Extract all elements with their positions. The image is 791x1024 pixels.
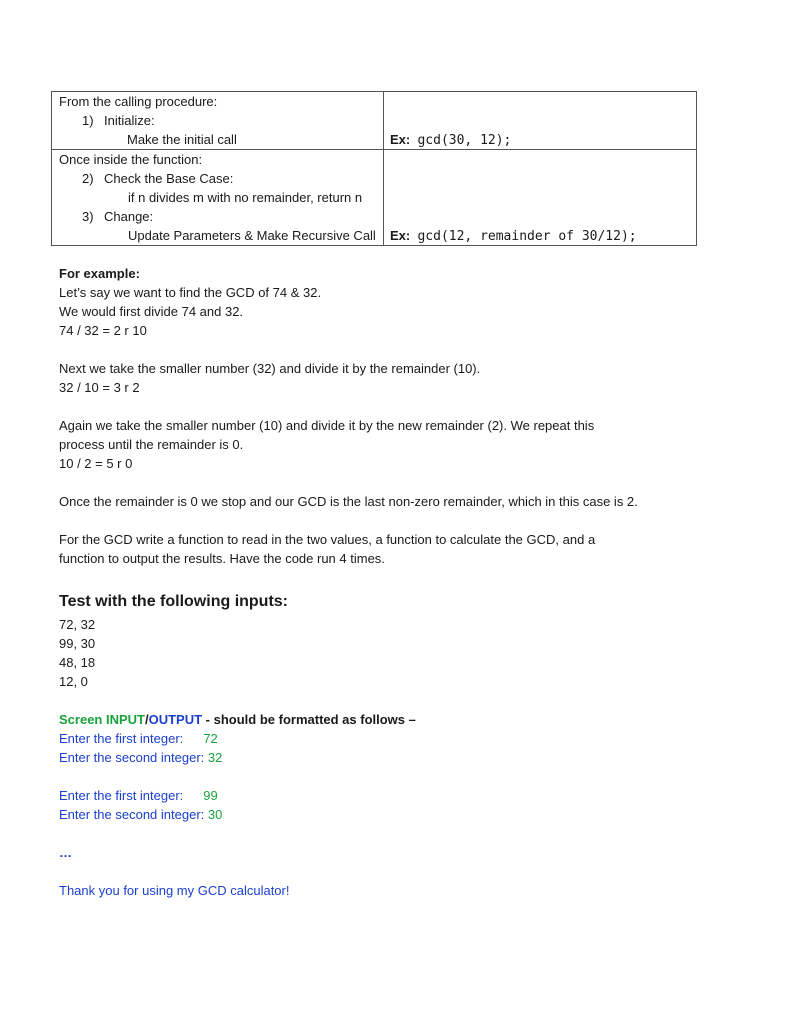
output-line xyxy=(59,786,719,805)
paragraph-line: Next we take the smaller number (32) and divide it by the remainder (10). xyxy=(59,361,481,376)
output-line xyxy=(59,729,719,748)
format-note: - should be formatted as follows – xyxy=(202,712,416,727)
body-text xyxy=(59,264,719,900)
paragraph-line: function to output the results. Have the code run 4 times. xyxy=(59,551,385,566)
table-row xyxy=(52,92,697,150)
calling-procedure-label: From the calling procedure: xyxy=(59,94,218,109)
paragraph-line: For the GCD write a function to read in the two values, a function to calculate the GCD, and a xyxy=(59,532,596,547)
ellipsis: … xyxy=(59,845,72,860)
prompt-text: Enter the first integer: xyxy=(59,788,184,803)
test-heading: Test with the following inputs: xyxy=(59,593,289,610)
step-label: Change: xyxy=(104,209,154,224)
step-detail: if n divides m with no remainder, return n xyxy=(128,190,363,205)
step-label: Check the Base Case: xyxy=(104,171,234,186)
paragraph-line: 74 / 32 = 2 r 10 xyxy=(59,323,147,338)
paragraph-line: process until the remainder is 0. xyxy=(59,437,244,452)
step-label: Initialize: xyxy=(104,113,155,128)
example-call xyxy=(390,130,511,150)
test-input: 99, 30 xyxy=(59,636,96,651)
paragraph-line: 10 / 2 = 5 r 0 xyxy=(59,456,133,471)
table-cell-call xyxy=(52,92,384,150)
screen-format-heading xyxy=(59,710,719,729)
table-cell-function xyxy=(52,150,384,246)
input-value: 32 xyxy=(207,750,223,765)
example-code: gcd(12, remainder of 30/12); xyxy=(417,229,637,244)
thank-you-message: Thank you for using my GCD calculator! xyxy=(59,883,290,898)
table-row xyxy=(52,150,697,246)
paragraph-line: 32 / 10 = 3 r 2 xyxy=(59,380,140,395)
step-detail: Make the initial call xyxy=(127,132,237,147)
inside-function-label: Once inside the function: xyxy=(59,152,203,167)
output-line xyxy=(59,748,719,767)
example-label: Ex: xyxy=(390,132,411,147)
prompt-text: Enter the first integer: xyxy=(59,731,184,746)
input-value: 72 xyxy=(203,731,218,746)
step-number: 3) xyxy=(82,209,94,224)
example-call xyxy=(390,226,637,246)
screen-input-label: Screen INPUT xyxy=(59,712,145,727)
table-cell-example xyxy=(384,150,697,246)
example-code: gcd(30, 12); xyxy=(417,133,512,148)
prompt-text: Enter the second integer: xyxy=(59,750,205,765)
step-number: 1) xyxy=(82,113,94,128)
slash: / xyxy=(144,712,149,727)
screen-output-label: OUTPUT xyxy=(148,712,203,727)
test-input: 12, 0 xyxy=(59,674,88,689)
input-value: 99 xyxy=(203,788,218,803)
paragraph-line: Once the remainder is 0 we stop and our GCD is the last non-zero remainder, which in this case is 2. xyxy=(59,494,638,509)
step-detail: Update Parameters & Make Recursive Call xyxy=(128,228,376,243)
paragraph-line: Again we take the smaller number (10) and divide it by the new remainder (2). We repeat this xyxy=(59,418,595,433)
table-cell-example xyxy=(384,92,697,150)
example-heading: For example: xyxy=(59,266,140,281)
paragraph-line: Let’s say we want to find the GCD of 74 & 32. xyxy=(59,285,322,300)
example-label: Ex: xyxy=(390,228,411,243)
test-input: 72, 32 xyxy=(59,617,96,632)
input-value: 30 xyxy=(207,807,223,822)
paragraph-line: We would first divide 74 and 32. xyxy=(59,304,244,319)
step-number: 2) xyxy=(82,171,94,186)
prompt-text: Enter the second integer: xyxy=(59,807,205,822)
output-line xyxy=(59,805,719,824)
recursion-steps-table xyxy=(51,91,697,246)
test-input: 48, 18 xyxy=(59,655,96,670)
